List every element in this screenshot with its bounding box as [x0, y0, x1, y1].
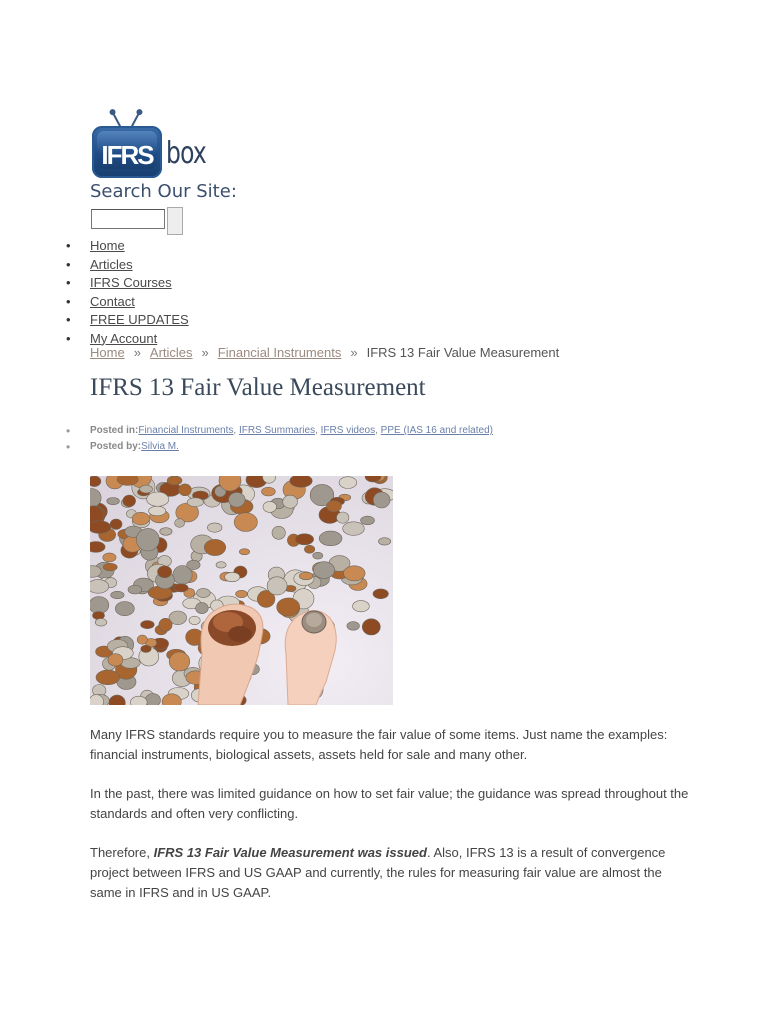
coin-icon — [319, 531, 342, 546]
logo-box-text: box — [166, 136, 206, 171]
posted-in: • Posted in:Financial Instruments, IFRS Summaries, IFRS videos, PPE (IAS 16 and related) — [90, 423, 493, 439]
coin-icon — [339, 477, 357, 489]
coin-icon — [90, 542, 105, 553]
coin-icon — [216, 562, 226, 568]
coin-icon — [149, 506, 166, 516]
coin-icon — [90, 597, 109, 614]
coin-icon — [90, 476, 101, 487]
coin-icon — [145, 694, 160, 705]
coin-icon — [141, 621, 155, 629]
breadcrumb-category[interactable]: Financial Instruments — [217, 345, 342, 360]
tv-screen — [97, 131, 157, 169]
nav-item-free-updates — [90, 311, 189, 330]
coin-icon — [225, 572, 240, 581]
search-label: Search Our Site: — [90, 181, 237, 202]
coin-icon — [93, 612, 105, 620]
coin-icon — [299, 572, 313, 580]
category-link[interactable]: Financial Instruments — [138, 425, 234, 436]
nav-link-articles[interactable]: Articles — [90, 256, 133, 272]
paragraph-3 — [90, 843, 690, 903]
breadcrumb — [90, 345, 559, 360]
coin-icon — [304, 545, 314, 553]
coin-icon — [343, 522, 365, 536]
right-hand-icon — [285, 610, 336, 705]
nav-link-my-account[interactable]: My Account — [90, 330, 158, 346]
coin-icon — [109, 695, 125, 705]
posted-by-label: Posted by: — [90, 441, 142, 452]
nav-item-home — [90, 237, 189, 256]
coin-icon — [379, 538, 391, 545]
main-nav — [90, 237, 189, 348]
coin-icon — [207, 523, 222, 532]
posted-in-label: Posted in: — [90, 425, 139, 436]
coin-icon — [313, 562, 334, 579]
coin-icon — [196, 603, 209, 614]
breadcrumb-current: IFRS 13 Fair Value Measurement — [366, 345, 560, 360]
nav-link-free-updates[interactable]: FREE UPDATES — [90, 312, 189, 327]
coins-hands-image — [90, 476, 393, 705]
page-title: IFRS 13 Fair Value Measurement — [90, 374, 426, 401]
coin-icon — [197, 588, 211, 597]
category-link[interactable]: IFRS Summaries — [238, 425, 316, 436]
nav-item-articles — [90, 256, 189, 275]
coin-icon — [158, 566, 172, 578]
coin-icon — [236, 590, 248, 597]
coin-icon — [179, 484, 192, 496]
coin-icon — [373, 589, 388, 599]
coin-icon — [103, 563, 117, 571]
coin-icon — [263, 501, 277, 512]
posted-by — [90, 439, 493, 455]
nav-link-ifrs-courses[interactable]: IFRS Courses — [90, 275, 172, 290]
paragraph-3-rest: . Also, IFRS 13 is a result of convergence project between IFRS and US GAAP and currently, the rules for measuring fair value are almost the same in IFRS and in US GAAP. — [90, 845, 666, 900]
coin-icon — [344, 566, 366, 581]
coin-icon — [187, 498, 203, 507]
coin-icon — [140, 485, 153, 493]
coin-icon — [174, 584, 188, 592]
coin-icon — [362, 619, 380, 635]
paragraph-3-emphasis: IFRS 13 Fair Value Measurement was issued — [153, 845, 427, 860]
coin-icon — [234, 513, 257, 532]
breadcrumb-separator: » — [133, 345, 141, 360]
breadcrumb-separator: » — [350, 345, 358, 360]
coin-icon — [137, 635, 147, 644]
coin-icon — [290, 476, 312, 487]
coin-icon — [90, 521, 111, 534]
nav-link-home[interactable]: Home — [90, 238, 125, 253]
author-link[interactable]: Silvia M. — [141, 441, 179, 452]
coin-icon — [272, 526, 285, 539]
coin-icon — [123, 495, 136, 507]
coin-icon — [128, 585, 142, 594]
coin-icon — [110, 519, 122, 529]
coin-icon — [313, 552, 323, 559]
coin-icon — [96, 670, 120, 685]
coin-icon — [229, 492, 246, 507]
coin-icon — [295, 534, 313, 545]
category-link[interactable]: PPE (IAS 16 and related) — [380, 425, 493, 436]
coin-icon — [115, 602, 134, 616]
paragraph-2: In the past, there was limited guidance on how to set fair value; the guidance was spread throughout the standards and often very conflicting. — [90, 786, 689, 821]
coin-icon — [337, 512, 349, 523]
category-link[interactable]: IFRS videos — [320, 425, 376, 436]
coin-icon — [141, 645, 151, 652]
coin-icon — [90, 580, 109, 594]
breadcrumb-separator: » — [201, 345, 209, 360]
coin-icon — [103, 553, 116, 562]
coin-icon — [132, 512, 149, 525]
coin-icon — [175, 519, 185, 528]
coin-icon — [267, 577, 287, 595]
search-button[interactable] — [167, 207, 183, 235]
nav-link-contact[interactable]: Contact — [90, 293, 135, 309]
coin-icon — [147, 492, 169, 506]
left-hand-icon — [198, 604, 263, 705]
coin-icon — [283, 495, 298, 508]
coin-icon — [204, 539, 225, 555]
coin-icon — [95, 619, 107, 627]
coin-icon — [353, 601, 370, 612]
post-meta — [90, 423, 493, 455]
coin-icon — [262, 487, 276, 496]
breadcrumb-home[interactable]: Home — [90, 345, 125, 360]
coin-icon — [373, 492, 390, 508]
coin-icon — [111, 591, 124, 598]
nav-item-ifrs-courses — [90, 274, 189, 293]
coin-icon — [108, 654, 123, 666]
paragraph-1: Many IFRS standards require you to measure the fair value of some items. Just name the examples: financial instruments, biological assets, assets held for sale and many other. — [90, 727, 668, 762]
coin-icon — [347, 622, 360, 631]
logo-tv-text: IFRS — [101, 140, 153, 170]
breadcrumb-articles[interactable]: Articles — [149, 345, 193, 360]
coin-icon — [136, 528, 159, 551]
coin-icon — [160, 528, 172, 536]
site-logo[interactable] — [90, 110, 206, 180]
coin-icon — [277, 598, 300, 616]
coin-icon — [327, 501, 342, 512]
coin-icon — [159, 618, 172, 631]
coin-icon — [189, 616, 200, 624]
coin-icon — [361, 516, 375, 525]
coin-icon — [167, 476, 182, 485]
coin-icon — [187, 560, 200, 569]
article-image — [90, 476, 393, 705]
paragraph-3-lead: Therefore, — [90, 845, 154, 860]
nav-item-contact — [90, 293, 189, 312]
coin-icon — [169, 652, 190, 671]
coin-icon — [239, 549, 249, 555]
coin-icon — [107, 498, 120, 505]
tv-logo-icon — [92, 126, 162, 178]
coin-icon — [117, 476, 138, 485]
search-input[interactable] — [91, 209, 165, 229]
